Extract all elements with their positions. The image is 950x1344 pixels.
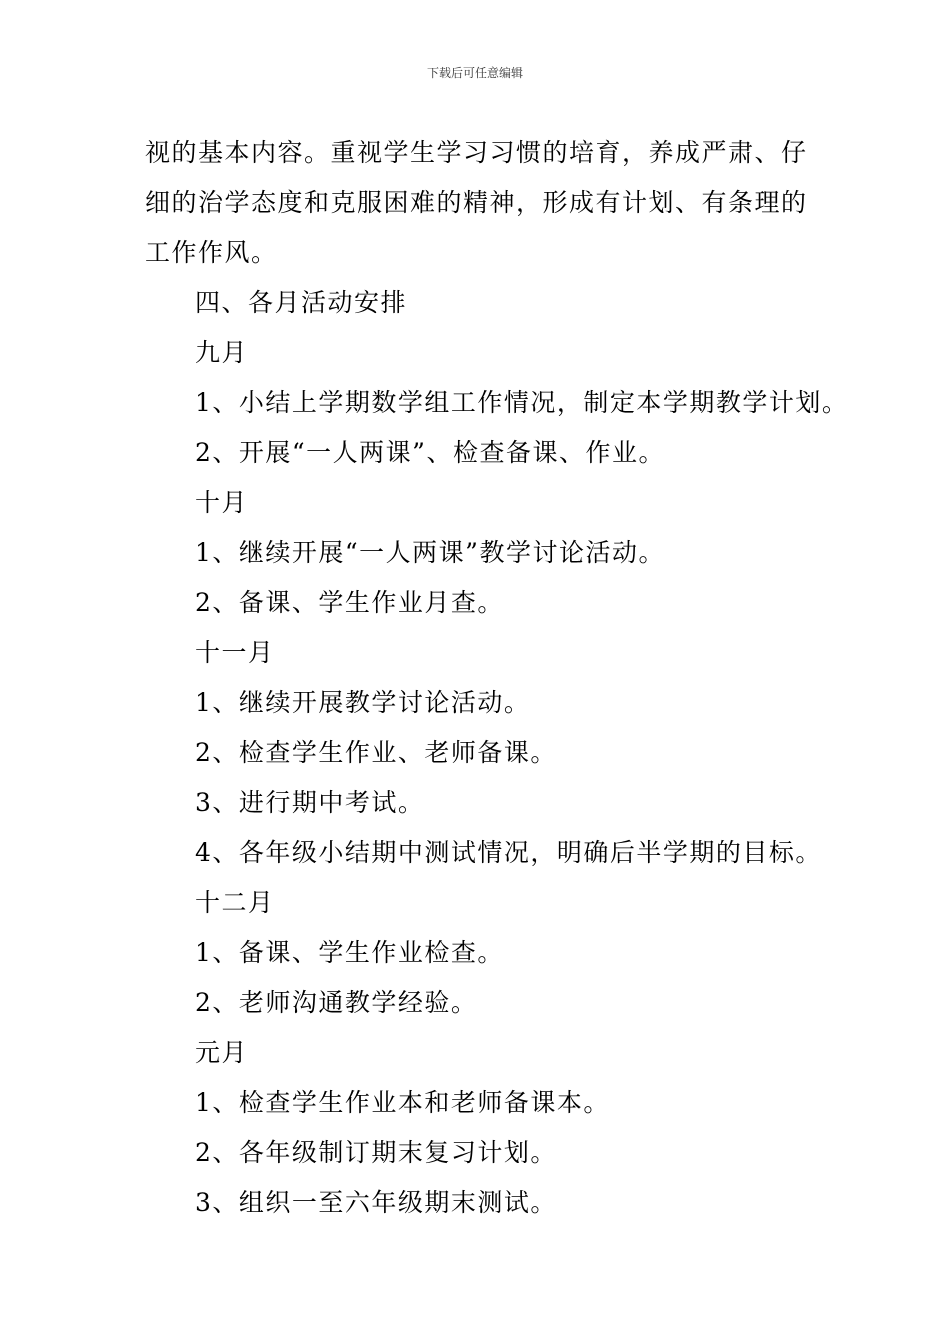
- page-header: 下载后可任意编辑: [426, 66, 523, 80]
- list-item: 1、检查学生作业本和老师备课本。: [195, 1088, 610, 1117]
- list-item: 2、检查学生作业、老师备课。: [195, 738, 557, 767]
- paragraph-line: 工作作风。: [145, 238, 278, 267]
- month-heading: 十月: [195, 488, 249, 517]
- paragraph-line: 细的治学态度和克服困难的精神，形成有计划、有条理的: [145, 188, 808, 217]
- list-item: 2、各年级制订期末复习计划。: [195, 1138, 557, 1167]
- list-item: 2、开展“一人两课”、检查备课、作业。: [195, 438, 665, 467]
- month-heading: 十二月: [195, 888, 275, 917]
- month-heading: 元月: [195, 1038, 249, 1067]
- list-item: 3、进行期中考试。: [195, 788, 425, 817]
- month-heading: 十一月: [195, 638, 275, 667]
- list-item: 1、继续开展教学讨论活动。: [195, 688, 531, 717]
- month-heading: 九月: [195, 338, 249, 367]
- section-title: 四、各月活动安排: [195, 288, 408, 317]
- list-item: 3、组织一至六年级期末测试。: [195, 1188, 557, 1217]
- list-item: 4、各年级小结期中测试情况，明确后半学期的目标。: [195, 838, 822, 867]
- document-body: [145, 128, 849, 1228]
- paragraph-line: 视的基本内容。重视学生学习习惯的培育，养成严肃、仔: [145, 138, 808, 167]
- list-item: 1、继续开展“一人两课”教学讨论活动。: [195, 538, 665, 567]
- list-item: 1、小结上学期数学组工作情况，制定本学期教学计划。: [195, 388, 849, 417]
- list-item: 1、备课、学生作业检查。: [195, 938, 504, 967]
- list-item: 2、老师沟通教学经验。: [195, 988, 478, 1017]
- list-item: 2、备课、学生作业月查。: [195, 588, 504, 617]
